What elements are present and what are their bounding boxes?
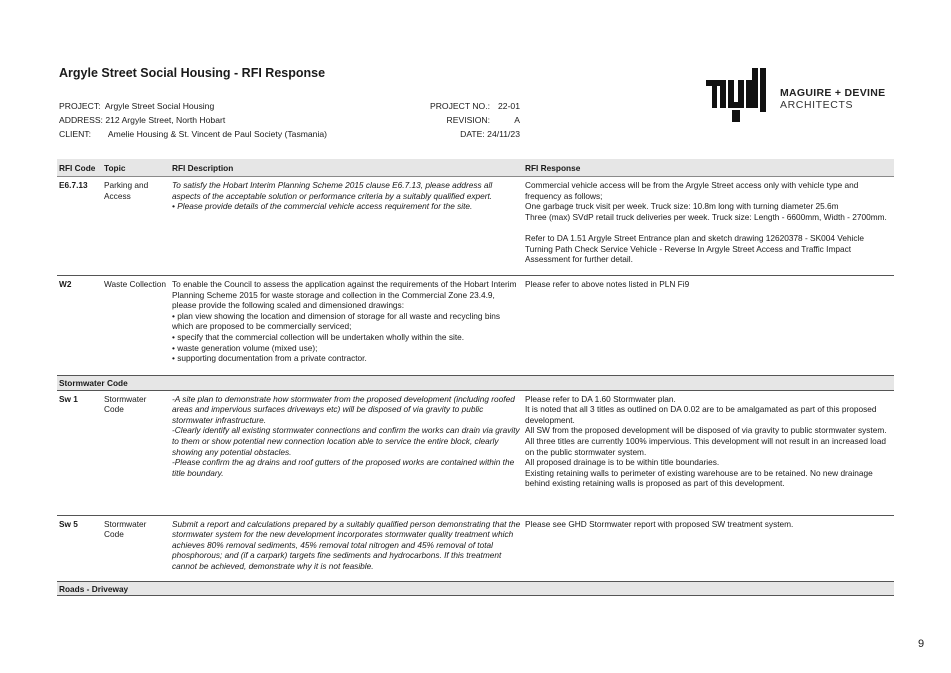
page-title: Argyle Street Social Housing - RFI Response xyxy=(59,66,326,80)
rfi-code: W2 xyxy=(57,276,102,376)
rfi-response xyxy=(523,177,894,276)
rfi-topic: Waste Collection xyxy=(102,276,170,376)
rfi-description: Submit a report and calculations prepared by a suitably qualified person demonstrating that the stormwater system for the new development incorporates stormwater quality treatment which achieves 80% removal sediments, 45% removal total nitrogen and 45% removal of total phosphorous; and (if a carpark) targets fine sediments and hydrocarbons. If this treatment cannot be achieved, demonstrate why it is not feasible. xyxy=(170,515,523,581)
section-row-roads xyxy=(57,581,894,596)
header-rfi-response: RFI Response xyxy=(523,159,894,177)
project-no-row xyxy=(400,99,520,113)
project-no-value: 22-01 xyxy=(498,101,520,111)
rfi-description: To enable the Council to assess the application against the requirements of the Hobart Interim Planning Scheme 2015 for waste storage and collection in the Commercial Zone 23.4.9, please provide the following scaled and dimensioned drawings: • plan view showing the location and dimension of storage for all waste and recycling bins which are proposed to be commercially serviced; • specify that the commercial collection will be undertaken wholly within the site. • waste generation volume (mixed use); • supporting documentation from a private contractor. xyxy=(170,276,523,376)
section-row-stormwater xyxy=(57,376,894,391)
project-meta-right xyxy=(400,99,520,141)
rfi-code: Sw 5 xyxy=(57,515,102,581)
revision-value: A xyxy=(514,115,520,125)
client-row xyxy=(59,127,327,141)
rfi-response: Please refer to DA 1.60 Stormwater plan. It is noted that all 3 titles as outlined on DA 0.02 are to be amalgamated as part of this proposed development. All SW from the proposed development will be disposed of via gravity to public stormwater system. All three titles are currently 100% impervious. This development will not result in an increased load on the public stormwater system. All proposed drainage is to be within title boundaries. Existing retaining walls to perimeter of existing warehouse are to be retained. No new drainage behind existing retaining walls is proposed as part of this development. xyxy=(523,390,894,515)
project-value: Argyle Street Social Housing xyxy=(104,101,215,111)
rfi-topic: Stormwater Code xyxy=(102,515,170,581)
revision-label: REVISION: xyxy=(446,115,490,125)
address-value: 212 Argyle Street, North Hobart xyxy=(105,115,226,125)
logo-mark-icon xyxy=(704,68,768,122)
date-row xyxy=(400,127,520,141)
logo-name: MAGUIRE + DEVINE xyxy=(780,87,886,99)
rfi-code: E6.7.13 xyxy=(57,177,102,276)
header-topic: Topic xyxy=(102,159,170,177)
project-row xyxy=(59,99,327,113)
rfi-response-part-2: Refer to DA 1.51 Argyle Street Entrance plan and sketch drawing 12620378 - SK004 Vehicle Turning Path Check Service Vehicle - Reverse In Argyle Street Access and Traffic Impact Assessment for further detail. xyxy=(525,232,865,265)
rfi-description: To satisfy the Hobart Interim Planning Scheme 2015 clause E6.7.13, please address all aspects of the acceptable solution or performance criteria by a suitably qualified expert. • Please provide details of the commercial vehicle access requirement for the site. xyxy=(170,177,523,276)
header-rfi-description: RFI Description xyxy=(170,159,523,177)
address-label: ADDRESS: xyxy=(59,115,103,125)
table-header-row xyxy=(57,159,894,177)
project-no-label: PROJECT NO.: xyxy=(429,101,490,111)
rfi-table xyxy=(57,159,894,596)
rfi-topic: Stormwater Code xyxy=(102,390,170,515)
date-label: DATE: xyxy=(460,129,485,139)
table-row xyxy=(57,276,894,376)
rfi-code: Sw 1 xyxy=(57,390,102,515)
client-label: CLIENT: xyxy=(59,129,91,139)
rfi-topic: Parking and Access xyxy=(102,177,170,276)
client-value: Amelie Housing & St. Vincent de Paul Society (Tasmania) xyxy=(107,129,328,139)
rfi-response: Please see GHD Stormwater report with proposed SW treatment system. xyxy=(523,515,894,581)
date-value: 24/11/23 xyxy=(487,129,520,139)
page-number: 9 xyxy=(918,638,925,650)
revision-row xyxy=(400,113,520,127)
rfi-response: Please refer to above notes listed in PLN Fi9 xyxy=(523,276,894,376)
company-logo xyxy=(704,68,904,124)
project-meta-left xyxy=(59,99,327,141)
table-row xyxy=(57,177,894,276)
header-rfi-code: RFI Code xyxy=(57,159,102,177)
rfi-description: -A site plan to demonstrate how stormwater from the proposed development (including roofed areas and impervious surfaces driveways etc) will be disposed of via gravity to public stormwater infrastructure. -Clearly identify all existing stormwater connections and confirm the works can drain via gravity to them or show potential new connection location able to service the entire block, clearly showing any potential obstacles. -Please confirm the ag drains and roof gutters of the proposed works are contained within the title boundary. xyxy=(170,390,523,515)
logo-subtitle: ARCHITECTS xyxy=(780,99,854,111)
address-row xyxy=(59,113,327,127)
project-label: PROJECT: xyxy=(59,101,101,111)
table-row xyxy=(57,515,894,581)
table-row xyxy=(57,390,894,515)
rfi-response-part-1: Commercial vehicle access will be from the Argyle Street access only with vehicle type and frequency as follows; One garbage truck visit per week. Truck size: 10.8m long with turning diameter 25.6m Three (max) SVdP retail truck deliveries per week. Truck size: Length - 6600mm, Width - 2700mm. xyxy=(525,180,887,222)
section-title: Stormwater Code xyxy=(57,376,894,391)
section-title: Roads - Driveway xyxy=(57,581,894,596)
